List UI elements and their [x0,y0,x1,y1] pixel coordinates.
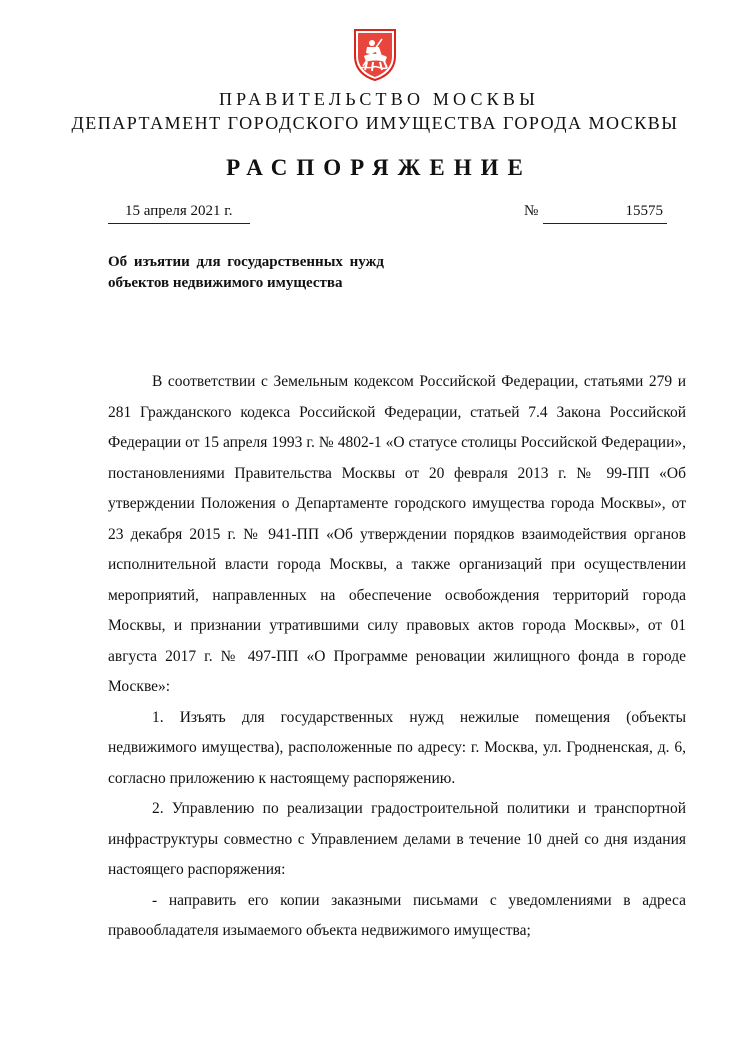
body-item-2: 2. Управлению по реализации градостроительной политики и транспортной инфраструктуры совместно с Управлением делами в течение 10 дней со дня издания настоящего распоряжения: [108,800,686,878]
document-body [108,367,686,947]
number-sign: № [524,203,539,219]
department-name: ДЕПАРТАМЕНТ ГОРОДСКОГО ИМУЩЕСТВА ГОРОДА МОСКВЫ [71,113,679,133]
document-date: 15 апреля 2021 г. [125,203,233,219]
government-name: ПРАВИТЕЛЬСТВО МОСКВЫ [218,89,539,109]
body-item-1: 1. Изъять для государственных нужд нежилые помещения (объекты недвижимого имущества), расположенные по адресу: г. Москва, ул. Гродненская, д. 6, согласно приложению к настоящему распоряжению. [108,708,686,787]
body-preamble: В соответствии с Земельным кодексом Российской Федерации, статьями 279 и 281 Гражданского кодекса Российской Федерации, статьей 7.4 Закона Российской Федерации от 15 апреля 1993 г. № 4802-1 «О статусе столицы Российской Федерации», постановлениями Правительства Москвы от 20 февраля 2013 г. № 99-ПП «Об утверждении Положения о Департаменте городского имущества города Москвы», от 23 декабря 2015 г. № 941-ПП «Об утверждении порядков взаимодействия органов исполнительной власти города Москвы, а также организаций при осуществлении мероприятий, направленных на обеспечение освобождения территорий города Москвы, и признании утратившими силу правовых актов города Москвы», от 01 августа 2017 г. № 497-ПП «О Программе реновации жилищного фонда в городе Москве»: [108,373,686,695]
document-number: 15575 [625,203,663,219]
document-subject: Об изъятии для государственных нужд объектов недвижимого имущества [108,254,384,291]
date-field [108,203,250,224]
body-item-2-sub-1: - направить его копии заказными письмами с уведомлениями в адреса правообладателя изымаемого объекта недвижимого имущества; [108,891,686,939]
number-field [543,203,667,224]
document-type-title: РАСПОРЯЖЕНИЕ [226,155,532,180]
moscow-coat-of-arms-icon [349,26,401,82]
